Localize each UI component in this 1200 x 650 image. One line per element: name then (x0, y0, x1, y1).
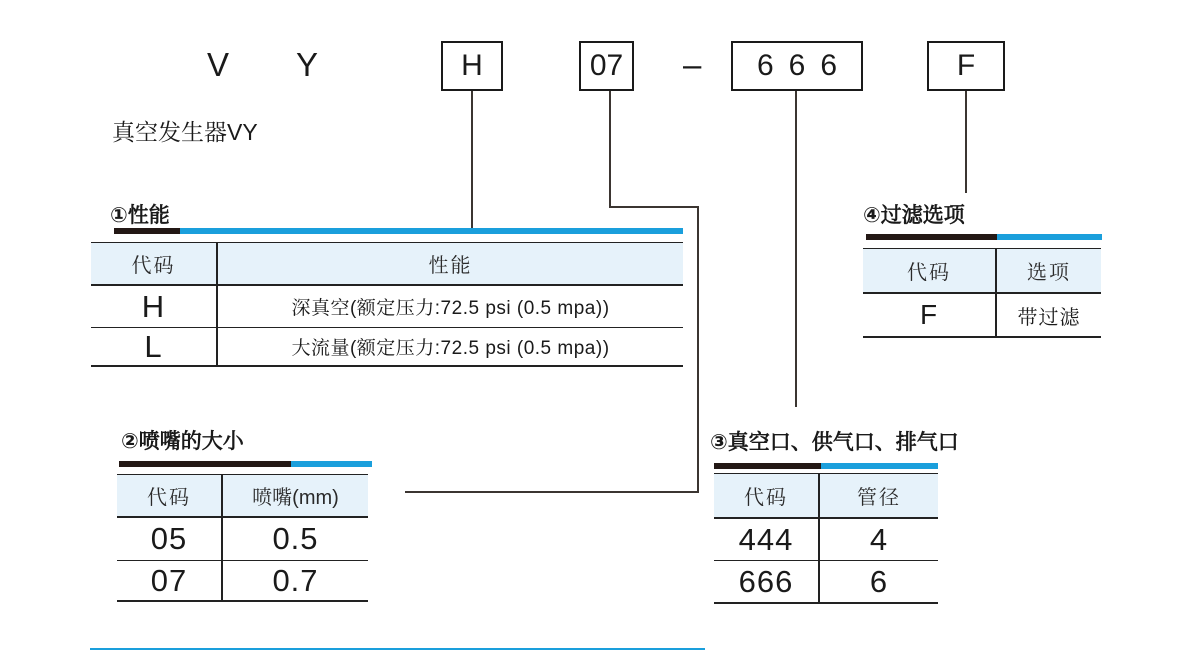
nozzle-table (117, 474, 368, 602)
connector-performance (471, 91, 473, 231)
code-box-filter (927, 41, 1005, 91)
performance-row-h-code: H (91, 286, 218, 327)
connector-filter (965, 91, 967, 193)
code-separator-dash: – (683, 46, 702, 83)
table-row (714, 519, 938, 561)
table-row (91, 286, 683, 328)
section-performance-bar-dark (114, 228, 180, 234)
table-row (714, 561, 938, 602)
section-performance-bar (114, 228, 683, 234)
code-box-nozzle (579, 41, 634, 91)
table-row (863, 294, 1101, 336)
section-ports-bar (714, 463, 938, 469)
filter-row-code: F (863, 294, 997, 336)
performance-row-l-code: L (91, 328, 218, 365)
code-box-filter-label: F (956, 49, 976, 82)
table-row (117, 561, 368, 600)
code-box-performance (441, 41, 503, 91)
ports-header-diameter: 管径 (857, 487, 901, 509)
code-box-ports-label: 666 (756, 49, 853, 82)
ports-table-header-row (714, 474, 938, 519)
section-filter-bar-dark (866, 234, 997, 240)
performance-header-performance: 性能 (428, 255, 473, 277)
nozzle-table-header-row (117, 475, 368, 518)
code-letter-v: V (207, 46, 230, 83)
filter-header-option: 选项 (1027, 262, 1071, 284)
table-row (117, 518, 368, 561)
code-box-performance-label: H (461, 49, 483, 82)
nozzle-row-05-value: 0.5 (272, 521, 319, 556)
filter-table (863, 248, 1101, 338)
section-filter-bar (866, 234, 1102, 240)
code-letter-y: Y (296, 46, 319, 83)
performance-header-code: 代码 (91, 243, 218, 284)
nozzle-header-code: 代码 (117, 475, 223, 516)
code-box-nozzle-label: 07 (589, 49, 624, 82)
nozzle-row-07-code: 07 (117, 561, 223, 600)
section-performance-title: ①性能 (110, 204, 170, 227)
nozzle-row-07-value: 0.7 (272, 562, 319, 598)
ports-header-code: 代码 (714, 474, 820, 517)
ports-table (714, 473, 938, 604)
nozzle-header-size: 喷嘴(mm) (252, 487, 339, 509)
ports-row-666-code: 666 (714, 561, 820, 602)
section-nozzle-bar (119, 461, 372, 467)
section-nozzle-bar-dark (119, 461, 291, 467)
performance-row-l-desc: 大流量(额定压力:72.5 psi (0.5 mpa)) (291, 338, 610, 359)
section-ports-title: ③真空口、供气口、排气口 (710, 431, 959, 454)
performance-table-header-row (91, 243, 683, 286)
connector-nozzle-down (697, 206, 699, 493)
connector-nozzle-jog (609, 206, 699, 208)
nozzle-row-05-code: 05 (117, 518, 223, 560)
code-box-ports (731, 41, 863, 91)
performance-row-h-desc: 深真空(额定压力:72.5 psi (0.5 mpa)) (291, 298, 610, 319)
ports-row-444-value: 4 (869, 521, 889, 557)
connector-nozzle-drop (609, 91, 611, 208)
filter-row-option: 带过滤 (1017, 306, 1081, 329)
section-ports-bar-dark (714, 463, 821, 469)
section-nozzle-title: ②喷嘴的大小 (121, 430, 244, 453)
filter-header-code: 代码 (863, 249, 997, 292)
ports-row-444-code: 444 (714, 519, 820, 560)
product-name: 真空发生器VY (112, 119, 258, 145)
table-row (91, 328, 683, 365)
filter-table-header-row (863, 249, 1101, 294)
connector-ports (795, 91, 797, 407)
performance-table (91, 242, 683, 367)
connector-nozzle-pointer (405, 491, 699, 493)
section-filter-title: ④过滤选项 (863, 204, 965, 227)
ports-row-666-value: 6 (869, 563, 889, 599)
